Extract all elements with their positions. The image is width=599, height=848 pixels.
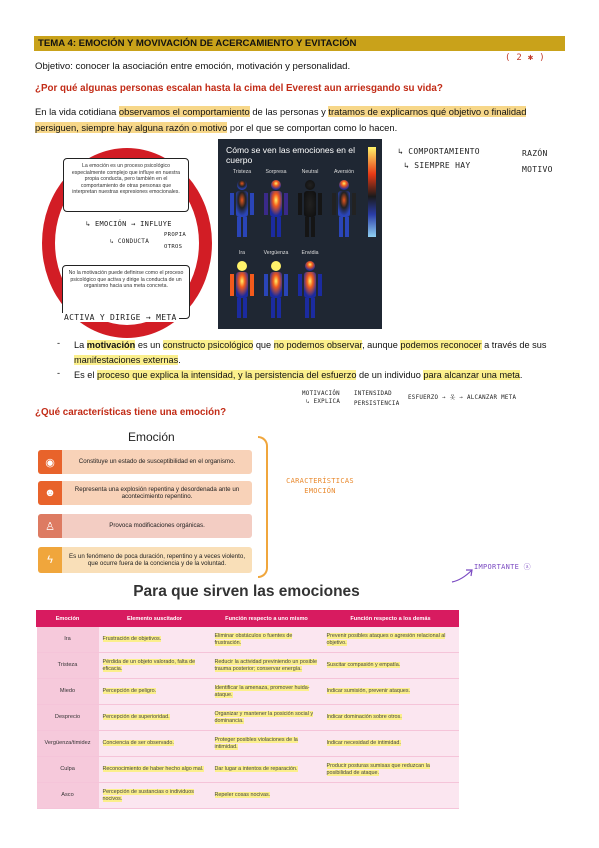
note-line: PERSISTENCIA <box>354 401 400 407</box>
note-line: ↳ SIEMPRE HAY <box>404 161 471 170</box>
table-cell-text: Identificar la amenaza, promover huida-ataque. <box>214 684 310 698</box>
figure-anger <box>230 261 254 318</box>
table-cell-emotion <box>37 627 99 653</box>
figure-shame <box>264 261 288 318</box>
note-line: INTENSIDAD <box>354 391 392 397</box>
bullet-highlight: podemos reconocer <box>400 340 482 350</box>
table-cell-text: Indicar necesidad de intimidad. <box>326 740 401 747</box>
lightning-icon: ϟ <box>38 547 62 573</box>
table-cell-text: Prevenir posibles ataques o agresión relacional al objetivo. <box>326 632 446 646</box>
eye-icon: ◉ <box>38 450 62 474</box>
page-mark: ( 2 ✱ ) <box>505 53 546 63</box>
page-title: TEMA 4: EMOCIÓN Y MOVIVACIÓN DE ACERCAMIENTO Y EVITACIÓN <box>38 38 357 49</box>
emotion-definition-box: La emoción es un proceso psicológico especialmente complejo que influye en nuestra propia conducta, pero también en el comportamiento de otras personas que interpretan nuestras expresiones emocionales. <box>63 158 189 212</box>
bullet-text: de un individuo <box>356 370 424 380</box>
cycle-note-conduct: ↳ CONDUCTA <box>110 238 150 245</box>
table-cell <box>323 653 459 679</box>
table-cell-text: Reconocimiento de haber hecho algo mal. <box>102 766 204 773</box>
table-cell-emotion <box>37 679 99 705</box>
table-cell-text: Culpa <box>60 766 75 773</box>
table-cell-text: Percepción de sustancias o individuos nocivos. <box>102 788 194 802</box>
cycle-note-emotion: ↳ EMOCIÓN → INFLUYE <box>86 220 172 228</box>
note-line: RAZÓN <box>522 149 548 158</box>
cycle-note-own: PROPIA <box>164 232 187 238</box>
table-cell <box>323 783 459 809</box>
table-cell <box>211 731 323 757</box>
body-icon: ♙ <box>38 514 62 538</box>
table-cell <box>99 679 211 705</box>
table-cell <box>211 757 323 783</box>
objective-text: Objetivo: conocer la asociación entre emoción, motivación y personalidad. <box>35 61 351 72</box>
emotion-feature-text: Constituye un estado de susceptibilidad en el organismo. <box>78 458 236 466</box>
figure-neutral <box>298 180 322 237</box>
emotion-feature-row <box>38 547 252 573</box>
bodymap-label: Ira <box>238 250 246 256</box>
bodymap-label: Sorpresa <box>265 169 287 175</box>
table-cell-text: Producir posturas sumisas que reduzcan la posibilidad de ataque. <box>326 762 430 776</box>
bullet-highlight: manifestaciones externas <box>74 355 179 365</box>
bullet-highlight: meta <box>496 370 520 380</box>
bullet-highlight: motivación <box>86 340 136 350</box>
bullet-text: . <box>519 370 523 380</box>
note-line: ↳ COMPORTAMIENTO <box>398 147 480 156</box>
table-cell-text: Pérdida de un objeto valorado, falta de eficacia. <box>102 658 196 672</box>
arrow-icon <box>450 566 476 584</box>
emotion-feature-text: Es un fenómeno de poca duración, repentino y a veces violento, que ocurre fuera de la conciencia y de la voluntad. <box>68 552 246 567</box>
table-cell <box>99 757 211 783</box>
cycle-note-others: OTROS <box>164 244 183 250</box>
bullet-text: es un <box>135 340 163 350</box>
bullet-highlight: para alcanzar una <box>423 370 497 380</box>
body-figures <box>218 139 382 329</box>
table-cell-text: Reducir la actividad previniendo un posible trauma posterior; conservar energía. <box>214 658 317 672</box>
table-cell <box>99 627 211 653</box>
table-cell-text: Miedo <box>59 688 76 695</box>
bullet-text: . <box>178 355 181 365</box>
bullet-text: , aunque <box>362 340 401 350</box>
table-cell-text: Suscitar compasión y empatía. <box>326 662 401 669</box>
bodymap-title: Cómo se ven las emociones en el cuerpo <box>226 145 355 165</box>
table-row <box>37 731 459 757</box>
table-cell-text: Indicar sumisión, prevenir ataques. <box>326 688 411 695</box>
table-header: Emoción <box>37 611 99 627</box>
table-cell <box>99 731 211 757</box>
table-cell-text: Percepción de peligro. <box>102 688 157 695</box>
emotion-feature-text: Representa una explosión repentina y desordenada ante un acontecimiento repentino. <box>74 485 240 500</box>
note-line: MOTIVO <box>522 165 553 174</box>
table-row <box>37 705 459 731</box>
bodymap-label: Aversión <box>333 169 355 175</box>
bullet-dash: - <box>57 338 61 348</box>
bullet-motivation-process <box>74 368 568 383</box>
table-cell-text: Proteger posibles violaciones de la intimidad. <box>214 736 298 750</box>
emotions-table <box>36 610 458 810</box>
table-row <box>37 627 459 653</box>
table-cell-text: Asco <box>61 792 74 799</box>
question-emotion-features: ¿Qué características tiene una emoción? <box>35 407 227 418</box>
table-cell-emotion <box>37 731 99 757</box>
bullet-text: a través de sus <box>481 340 547 350</box>
table-cell <box>323 627 459 653</box>
bullet-highlight: constructo psicológico <box>162 340 254 350</box>
table-cell-text: Vergüenza/timidez <box>44 740 91 747</box>
question-everest: ¿Por qué algunas personas escalan hasta la cima del Everest aun arriesgando su vida? <box>35 83 443 94</box>
bullet-text: Es el <box>74 370 97 380</box>
table-row <box>37 653 459 679</box>
table-cell <box>211 783 323 809</box>
table-cell <box>323 705 459 731</box>
table-cell <box>323 731 459 757</box>
figure-envy <box>298 261 322 318</box>
table-cell-text: Repeler cosas nocivas. <box>214 792 271 799</box>
note-line: ESFUERZO → 옷 → ALCANZAR META <box>408 395 517 401</box>
handwritten-note-behavior <box>398 145 553 174</box>
para-highlight: observamos el <box>118 106 183 117</box>
emotion-diagram-title: Emoción <box>128 430 175 444</box>
note-line: ↳ EXPLICA <box>306 399 341 405</box>
table-header: Función respecto a uno mismo <box>211 611 323 627</box>
table-header-row <box>37 611 459 627</box>
table-cell <box>211 679 323 705</box>
table-cell-text: Desprecio <box>54 714 81 721</box>
motivation-definition-box: No la motivación puede definirse como el proceso psicológico que activa y dirige la conducta de un organismo hacia una meta concreta. <box>62 265 190 319</box>
figure-aversion <box>332 180 356 237</box>
bullet-motivation-construct <box>74 338 568 368</box>
para-text: de las personas y <box>249 106 329 117</box>
table-cell-text: Indicar dominación sobre otros. <box>326 714 402 721</box>
table-cell <box>99 705 211 731</box>
bullet-highlight: proceso que explica la intensidad, y la persistencia del esfuerzo <box>96 370 357 380</box>
emotion-feature-row <box>38 514 252 538</box>
bodymap-label: Envidia <box>301 250 319 256</box>
figure-surprise <box>264 180 288 237</box>
table-cell <box>211 627 323 653</box>
table-cell-text: Organizar y mantener la posición social y dominancia. <box>214 710 314 724</box>
note-line: MOTIVACIÓN <box>302 391 340 397</box>
emotion-feature-row <box>38 481 252 505</box>
bodymap-label: Tristeza <box>232 169 252 175</box>
emotion-feature-row <box>38 450 252 474</box>
table-cell-text: Dar lugar a intentos de reparación. <box>214 766 298 773</box>
handwritten-note-important: IMPORTANTE ⓐ <box>474 563 531 571</box>
table-cell-emotion <box>37 705 99 731</box>
bodymap-label: Neutral <box>301 169 319 175</box>
table-cell <box>211 705 323 731</box>
handwritten-note-motivation <box>302 390 517 407</box>
table-cell <box>323 757 459 783</box>
emotion-feature-text: Provoca modificaciones orgánicas. <box>109 522 205 530</box>
table-row <box>37 783 459 809</box>
table-cell <box>99 653 211 679</box>
bullet-highlight: no podemos observar <box>273 340 363 350</box>
para-text: En la vida cotidiana <box>35 106 119 117</box>
table-cell <box>211 653 323 679</box>
table-header: Elemento suscitador <box>99 611 211 627</box>
table-cell <box>323 679 459 705</box>
intro-paragraph <box>35 104 565 136</box>
bullet-text: que <box>253 340 274 350</box>
table-row <box>37 679 459 705</box>
para-highlight: comportamiento <box>182 106 250 117</box>
table-cell-text: Frustración de objetivos. <box>102 636 162 643</box>
table-cell <box>99 783 211 809</box>
bullet-dash: - <box>57 368 61 378</box>
figure-sadness <box>230 180 254 237</box>
table-body <box>37 627 459 809</box>
body-emotion-map <box>218 139 382 329</box>
bodymap-label: Vergüenza <box>263 250 289 256</box>
para-highlight: tratamos de explicarnos qué objetivo o finalidad persiguen, siempre hay alguna razón o motivo <box>35 106 527 133</box>
face-icon: ☻ <box>38 481 62 505</box>
table-cell-text: Tristeza <box>57 662 78 669</box>
table-cell-text: Ira <box>64 636 71 643</box>
para-text: por el que se comportan como lo hacen. <box>227 122 398 133</box>
table-cell-text: Conciencia de ser observado. <box>102 740 174 747</box>
table-cell-emotion <box>37 757 99 783</box>
bullet-text: La <box>74 340 87 350</box>
table-cell-text: Percepción de superioridad. <box>102 714 170 721</box>
table-header: Función respecto a los demás <box>323 611 459 627</box>
table-row <box>37 757 459 783</box>
table-cell-emotion <box>37 653 99 679</box>
table-cell-text: Eliminar obstáculos o fuentes de frustración. <box>214 632 293 646</box>
brace-icon <box>258 436 268 578</box>
emotions-table-title: Para que sirven las emociones <box>133 583 360 600</box>
table-cell-emotion <box>37 783 99 809</box>
page-title-bar <box>34 36 565 51</box>
cycle-note-activate: ACTIVA Y DIRIGE → META <box>64 313 177 322</box>
handwritten-note-characteristics: CARACTERÍSTICAS EMOCIÓN <box>286 477 354 495</box>
